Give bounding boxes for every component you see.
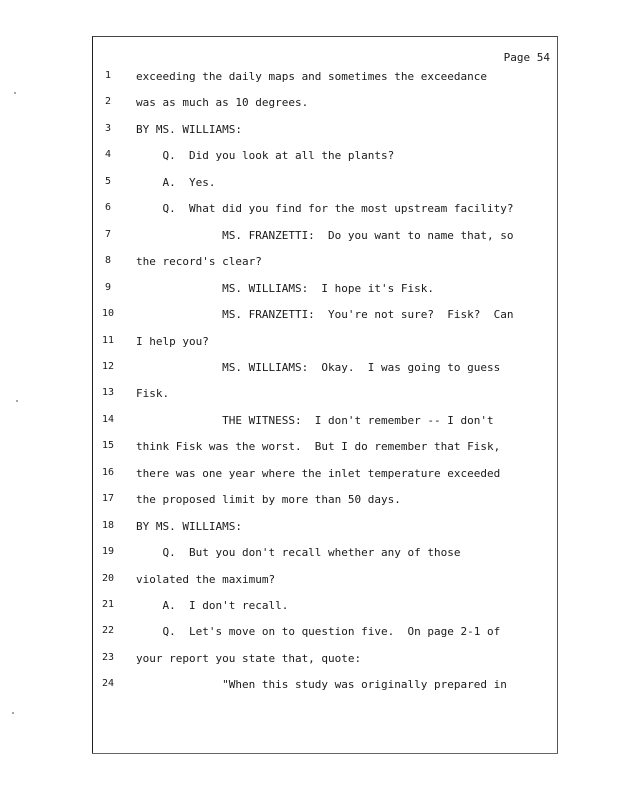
line-text: Q. What did you find for the most upstream facility?: [136, 202, 514, 215]
line-number: 2: [104, 96, 112, 107]
line-text: BY MS. WILLIAMS:: [136, 520, 242, 533]
transcript-line: [0, 361, 618, 377]
line-number: 5: [104, 176, 112, 187]
line-number: 15: [101, 440, 115, 451]
line-text: exceeding the daily maps and sometimes the exceedance: [136, 70, 487, 83]
line-text: MS. WILLIAMS: I hope it's Fisk.: [136, 282, 435, 295]
line-text: MS. WILLIAMS: Okay. I was going to guess: [136, 361, 501, 374]
line-number: 14: [101, 414, 115, 425]
transcript-line: [0, 255, 618, 271]
line-number: 11: [101, 335, 115, 346]
line-text: A. I don't recall.: [136, 599, 289, 612]
transcript-line: [0, 440, 618, 456]
line-text: was as much as 10 degrees.: [136, 96, 309, 109]
line-number: 16: [101, 467, 115, 478]
transcript-line: [0, 387, 618, 403]
transcript-line: [0, 546, 618, 562]
transcript-line: [0, 467, 618, 483]
transcript-line: [0, 96, 618, 112]
transcript-line: [0, 625, 618, 641]
transcript-line: [0, 149, 618, 165]
transcript-line: [0, 335, 618, 351]
line-number: 23: [101, 652, 115, 663]
transcript-line: [0, 414, 618, 430]
transcript-line: [0, 493, 618, 509]
line-text: the proposed limit by more than 50 days.: [136, 493, 401, 506]
line-text: think Fisk was the worst. But I do remember that Fisk,: [136, 440, 501, 453]
line-number: 19: [101, 546, 115, 557]
transcript-line: [0, 202, 618, 218]
line-text: Q. But you don't recall whether any of those: [136, 546, 461, 559]
line-text: BY MS. WILLIAMS:: [136, 123, 242, 136]
line-text: the record's clear?: [136, 255, 262, 268]
transcript-line: [0, 70, 618, 86]
line-number: 22: [101, 625, 115, 636]
line-number: 9: [104, 282, 112, 293]
line-text: violated the maximum?: [136, 573, 276, 586]
line-number: 17: [101, 493, 115, 504]
line-text: "When this study was originally prepared in: [136, 678, 507, 691]
line-text: I help you?: [136, 335, 209, 348]
line-number: 24: [101, 678, 115, 689]
transcript-line: [0, 573, 618, 589]
line-text: MS. FRANZETTI: You're not sure? Fisk? Can: [136, 308, 514, 321]
line-text: there was one year where the inlet temperature exceeded: [136, 467, 501, 480]
page-number: Page 54: [503, 51, 550, 64]
line-number: 21: [101, 599, 115, 610]
line-number: 3: [104, 123, 112, 134]
transcript-line: [0, 520, 618, 536]
line-number: 20: [101, 573, 115, 584]
transcript-line: [0, 678, 618, 694]
scan-speck: [14, 92, 16, 94]
line-number: 12: [101, 361, 115, 372]
transcript-line: [0, 123, 618, 139]
page-bottom-rule: [92, 753, 558, 754]
line-number: 10: [101, 308, 115, 319]
transcript-line: [0, 599, 618, 615]
line-text: MS. FRANZETTI: Do you want to name that, so: [136, 229, 514, 242]
line-number: 18: [101, 520, 115, 531]
line-number: 4: [104, 149, 112, 160]
line-text: Q. Let's move on to question five. On page 2-1 of: [136, 625, 501, 638]
line-number: 13: [101, 387, 115, 398]
line-number: 8: [104, 255, 112, 266]
scan-speck: [16, 400, 18, 402]
line-text: Fisk.: [136, 387, 170, 400]
line-number: 1: [104, 70, 112, 81]
scan-speck: [12, 712, 14, 714]
line-text: THE WITNESS: I don't remember -- I don't: [136, 414, 494, 427]
line-text: A. Yes.: [136, 176, 216, 189]
line-text: Q. Did you look at all the plants?: [136, 149, 395, 162]
line-number: 6: [104, 202, 112, 213]
transcript-line: [0, 229, 618, 245]
line-text: your report you state that, quote:: [136, 652, 362, 665]
transcript-line: [0, 652, 618, 668]
transcript-line: [0, 308, 618, 324]
transcript-line: [0, 176, 618, 192]
transcript-line: [0, 282, 618, 298]
line-number: 7: [104, 229, 112, 240]
